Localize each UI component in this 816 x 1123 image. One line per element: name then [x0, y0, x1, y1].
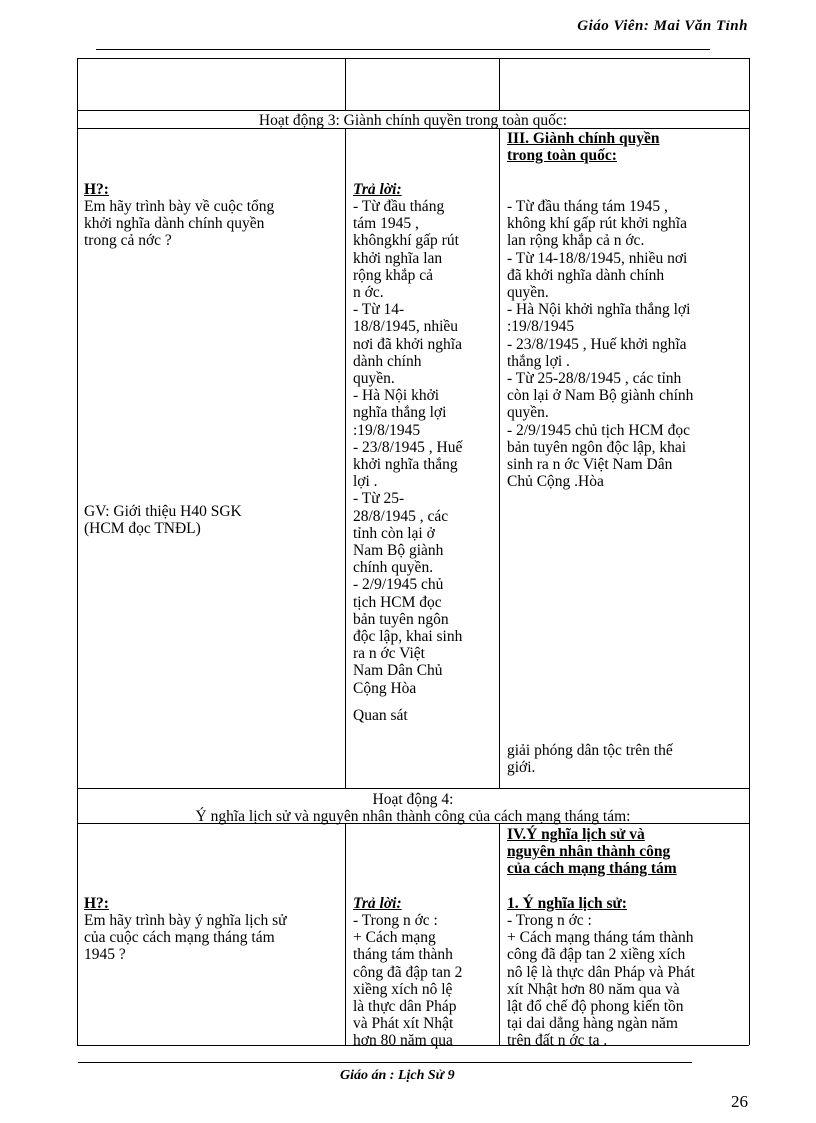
- table-border-left: [77, 58, 78, 1045]
- column-divider: [499, 823, 500, 1045]
- column-divider: [345, 58, 346, 110]
- activity3-title: Hoạt động 3: Giành chính quyền trong toàn quốc:: [258, 112, 568, 129]
- activity4-question-label: H?:: [84, 895, 109, 912]
- column-divider: [345, 128, 346, 788]
- activity3-gv-note: GV: Giới thiệu H40 SGK (HCM đọc TNĐL): [84, 503, 242, 538]
- activity4-title-line1: Hoạt động 4:: [372, 791, 454, 808]
- header-rule: [96, 49, 710, 50]
- activity4-answer: - Trong n ớc : + Cách mạng tháng tám thành công đã đập tan 2 xiềng xích nô lệ là thực dân Pháp và Phát xít Nhật hơn 80 năm qua: [353, 912, 463, 1050]
- activity3-section-heading: III. Giành chính quyền trong toàn quốc:: [507, 130, 660, 165]
- activity3-content: - Từ đầu tháng tám 1945 , không khí gấp rút khởi nghĩa lan rộng khắp cả n ớc. - Từ 14-18/8/1945, nhiều nơi đã khởi nghĩa dành chính quyền. - Hà Nội khởi nghĩa thắng lợi :19/8/1945 - 23/8/1945 , Huế khởi nghĩa thắng lợi . - Từ 25-28/8/1945 , các tỉnh còn lại ở Nam Bộ giành chính quyền. - 2/9/1945 chủ tịch HCM đọc bản tuyên ngôn độc lập, khai sinh ra n ớc Việt Nam Dân Chủ Cộng .Hòa: [507, 198, 694, 491]
- column-divider: [345, 823, 346, 1045]
- activity3-question-label: H?:: [84, 181, 109, 198]
- footer-rule: [78, 1062, 692, 1063]
- teacher-name: Giáo Viên: Mai Văn Tỉnh: [577, 18, 748, 34]
- activity4-sub-heading: 1. Ý nghĩa lịch sử:: [507, 895, 627, 912]
- table-border-right: [749, 58, 750, 1045]
- footer-title: Giáo án : Lịch Sử 9: [340, 1068, 455, 1083]
- table-rule: [77, 110, 749, 111]
- column-divider: [499, 128, 500, 788]
- activity4-section-heading: IV.Ý nghĩa lịch sử và nguyên nhân thành công của cách mạng tháng tám: [507, 826, 677, 878]
- page-number: 26: [731, 1092, 748, 1111]
- activity3-liberation: giải phóng dân tộc trên thế giới.: [507, 742, 673, 777]
- activity3-question: Em hãy trình bày về cuộc tổng khởi nghĩa dành chính quyền trong cả nớc ?: [84, 198, 275, 250]
- activity3-answer-label: Trả lời:: [353, 181, 402, 198]
- activity4-title-line2: Ý nghĩa lịch sử và nguyên nhân thành công của cách mạng tháng tám:: [195, 808, 631, 825]
- activity4-answer-label: Trả lời:: [353, 895, 402, 912]
- table-rule: [77, 788, 749, 789]
- column-divider: [499, 58, 500, 110]
- activity3-answer: - Từ đầu tháng tám 1945 , khôngkhí gấp rút khởi nghĩa lan rộng khắp cả n ớc. - Từ 14- 18/8/1945, nhiều nơi đã khởi nghĩa dành chính quyền. - Hà Nội khởi nghĩa thắng lợi :19/8/1945 - 23/8/1945 , Huế khởi nghĩa thắng lợi . - Từ 25- 28/8/1945 , các tỉnh còn lại ở Nam Bộ giành chính quyền. - 2/9/1945 chủ tịch HCM đọc bản tuyên ngôn độc lập, khai sinh ra n ớc Việt Nam Dân Chủ Cộng Hòa: [353, 198, 463, 697]
- activity4-question: Em hãy trình bày ý nghĩa lịch sử của cuộc cách mạng tháng tám 1945 ?: [84, 912, 287, 964]
- table-border-top: [77, 58, 749, 59]
- activity4-content: - Trong n ớc : + Cách mạng tháng tám thành công đã đập tan 2 xiềng xích nô lệ là thực dân Pháp và Phát xít Nhật hơn 80 năm qua và lật đổ chế độ phong kiến tồn tại dai dẳng hàng ngàn năm trên đất n ớc ta .: [507, 912, 695, 1050]
- activity3-observe: Quan sát: [353, 707, 408, 724]
